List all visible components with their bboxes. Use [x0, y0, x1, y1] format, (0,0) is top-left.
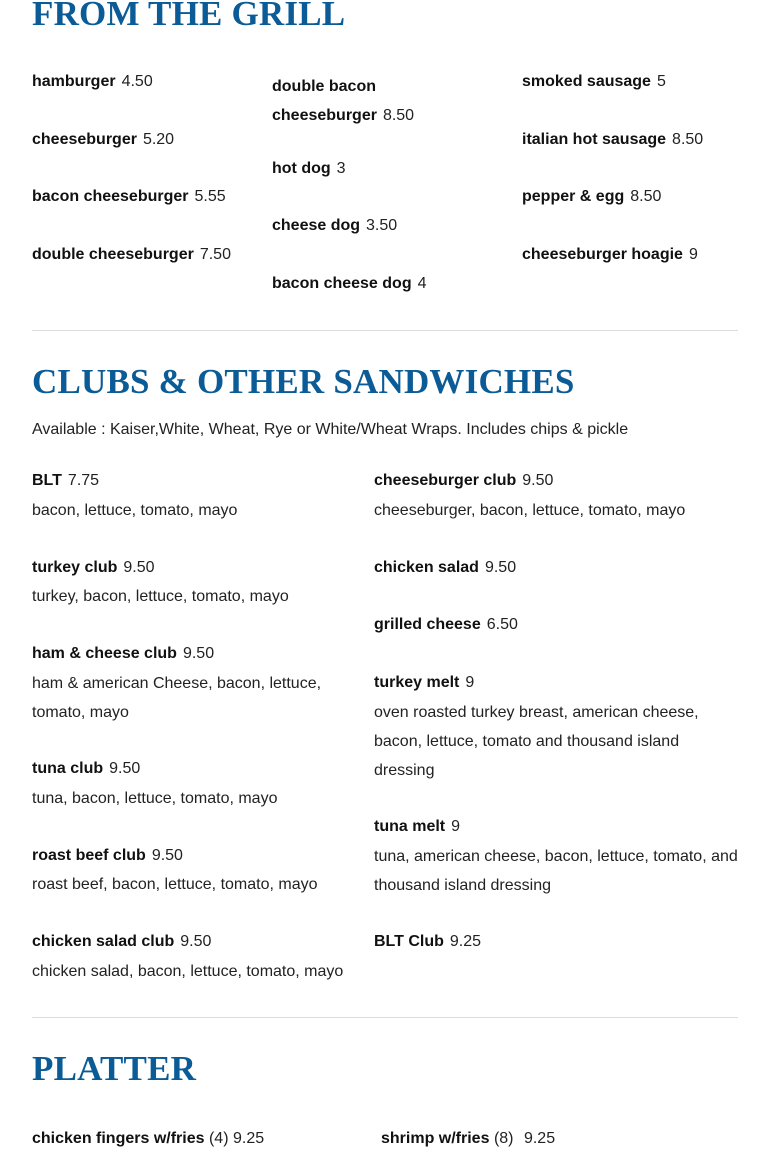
item-price: 9: [688, 246, 698, 263]
menu-item: [32, 72, 153, 92]
item-price: 9.25: [449, 933, 482, 950]
menu-item: [32, 1129, 264, 1149]
item-quantity: (4): [208, 1130, 229, 1147]
item-name: tuna melt: [374, 818, 446, 835]
menu-item: [522, 72, 666, 92]
item-price: 9.50: [180, 933, 212, 950]
item-name: cheeseburger hoagie: [522, 246, 683, 263]
item-name: grilled cheese: [374, 616, 481, 633]
menu-item: [374, 471, 553, 491]
menu-item: [374, 673, 474, 693]
item-price: 4: [417, 275, 427, 292]
item-name: cheeseburger: [32, 131, 137, 148]
item-price: 4.50: [121, 73, 153, 90]
menu-item: [32, 644, 214, 664]
item-name: chicken fingers w/fries: [32, 1130, 205, 1147]
item-name-line1: double bacon: [272, 78, 376, 95]
item-price: 9.50: [484, 559, 517, 576]
item-name: smoked sausage: [522, 73, 651, 90]
item-price: 9.25: [232, 1130, 265, 1147]
item-price: 9: [451, 818, 461, 835]
item-price: 5.20: [142, 131, 175, 148]
item-price: 8.50: [382, 107, 415, 124]
item-description: roast beef, bacon, lettuce, tomato, mayo: [32, 876, 318, 893]
menu-item: [374, 932, 481, 952]
item-price: 5.55: [194, 188, 226, 205]
menu-item: [522, 187, 661, 207]
item-name: ham & cheese club: [32, 645, 177, 662]
item-price: 8.50: [672, 131, 704, 148]
item-price: 9.50: [151, 847, 183, 864]
menu-item: [32, 471, 99, 491]
item-price: 9.50: [182, 645, 215, 662]
item-name: cheeseburger club: [374, 472, 517, 489]
section-divider: [32, 330, 738, 331]
grill-title: FROM THE GRILL: [32, 0, 346, 33]
item-price: 8.50: [630, 188, 662, 205]
item-price: 7.75: [67, 472, 100, 489]
menu-item: [272, 274, 427, 294]
platter-title: PLATTER: [32, 1049, 197, 1088]
item-price: 3.50: [366, 217, 398, 234]
menu-item: [272, 159, 346, 179]
item-name: shrimp w/fries: [381, 1130, 490, 1147]
item-price: 5: [656, 73, 666, 90]
item-price: 9.25: [523, 1130, 556, 1147]
menu-item: [32, 932, 211, 952]
menu-item: [374, 558, 516, 578]
item-price: 7.50: [199, 246, 231, 263]
item-description: tuna, bacon, lettuce, tomato, mayo: [32, 790, 278, 807]
item-description: bacon, lettuce, tomato, mayo: [32, 502, 238, 519]
item-quantity: (8): [493, 1130, 514, 1147]
item-description: tuna, american cheese, bacon, lettuce, tomato, and thousand island dressing: [374, 848, 738, 894]
menu-item: [272, 72, 414, 130]
section-divider: [32, 1017, 738, 1018]
menu-item: [32, 187, 226, 207]
clubs-note: Available : Kaiser,White, Wheat, Rye or White/Wheat Wraps. Includes chips & pickle: [32, 421, 629, 438]
item-price: 3: [336, 160, 346, 177]
item-name: cheeseburger: [272, 107, 377, 124]
item-name: double cheeseburger: [32, 246, 194, 263]
item-name: pepper & egg: [522, 188, 625, 205]
menu-item: [374, 615, 518, 635]
menu-item: [522, 130, 703, 150]
item-name: hot dog: [272, 160, 331, 177]
item-name: chicken salad club: [32, 933, 175, 950]
item-name: bacon cheese dog: [272, 275, 412, 292]
item-description: chicken salad, bacon, lettuce, tomato, mayo: [32, 963, 344, 980]
item-name: hamburger: [32, 73, 116, 90]
menu-item: [32, 846, 183, 866]
menu-item: [32, 759, 140, 779]
clubs-title: CLUBS & OTHER SANDWICHES: [32, 362, 575, 401]
item-name: cheese dog: [272, 217, 361, 234]
item-name: turkey club: [32, 559, 118, 576]
item-name: turkey melt: [374, 674, 460, 691]
menu-item: [32, 558, 155, 578]
menu-item: [381, 1129, 555, 1149]
item-description: oven roasted turkey breast, american cheese, bacon, lettuce, tomato and thousand island dressing: [374, 704, 699, 779]
item-name: bacon cheeseburger: [32, 188, 189, 205]
menu-item: [272, 216, 397, 236]
menu-item: [374, 817, 460, 837]
menu-item: [32, 245, 231, 265]
menu-item: [522, 245, 698, 265]
item-description: cheeseburger, bacon, lettuce, tomato, mayo: [374, 502, 686, 519]
item-name: tuna club: [32, 760, 104, 777]
item-price: 6.50: [486, 616, 518, 633]
menu-item: [32, 130, 174, 150]
item-price: 9.50: [109, 760, 141, 777]
item-name: roast beef club: [32, 847, 146, 864]
item-name: BLT: [32, 472, 62, 489]
item-description: turkey, bacon, lettuce, tomato, mayo: [32, 588, 289, 605]
item-price: 9: [465, 674, 475, 691]
item-name: BLT Club: [374, 933, 444, 950]
item-price: 9.50: [522, 472, 554, 489]
item-description: ham & american Cheese, bacon, lettuce, tomato, mayo: [32, 675, 322, 721]
item-name: chicken salad: [374, 559, 479, 576]
item-name: italian hot sausage: [522, 131, 667, 148]
item-price: 9.50: [123, 559, 155, 576]
